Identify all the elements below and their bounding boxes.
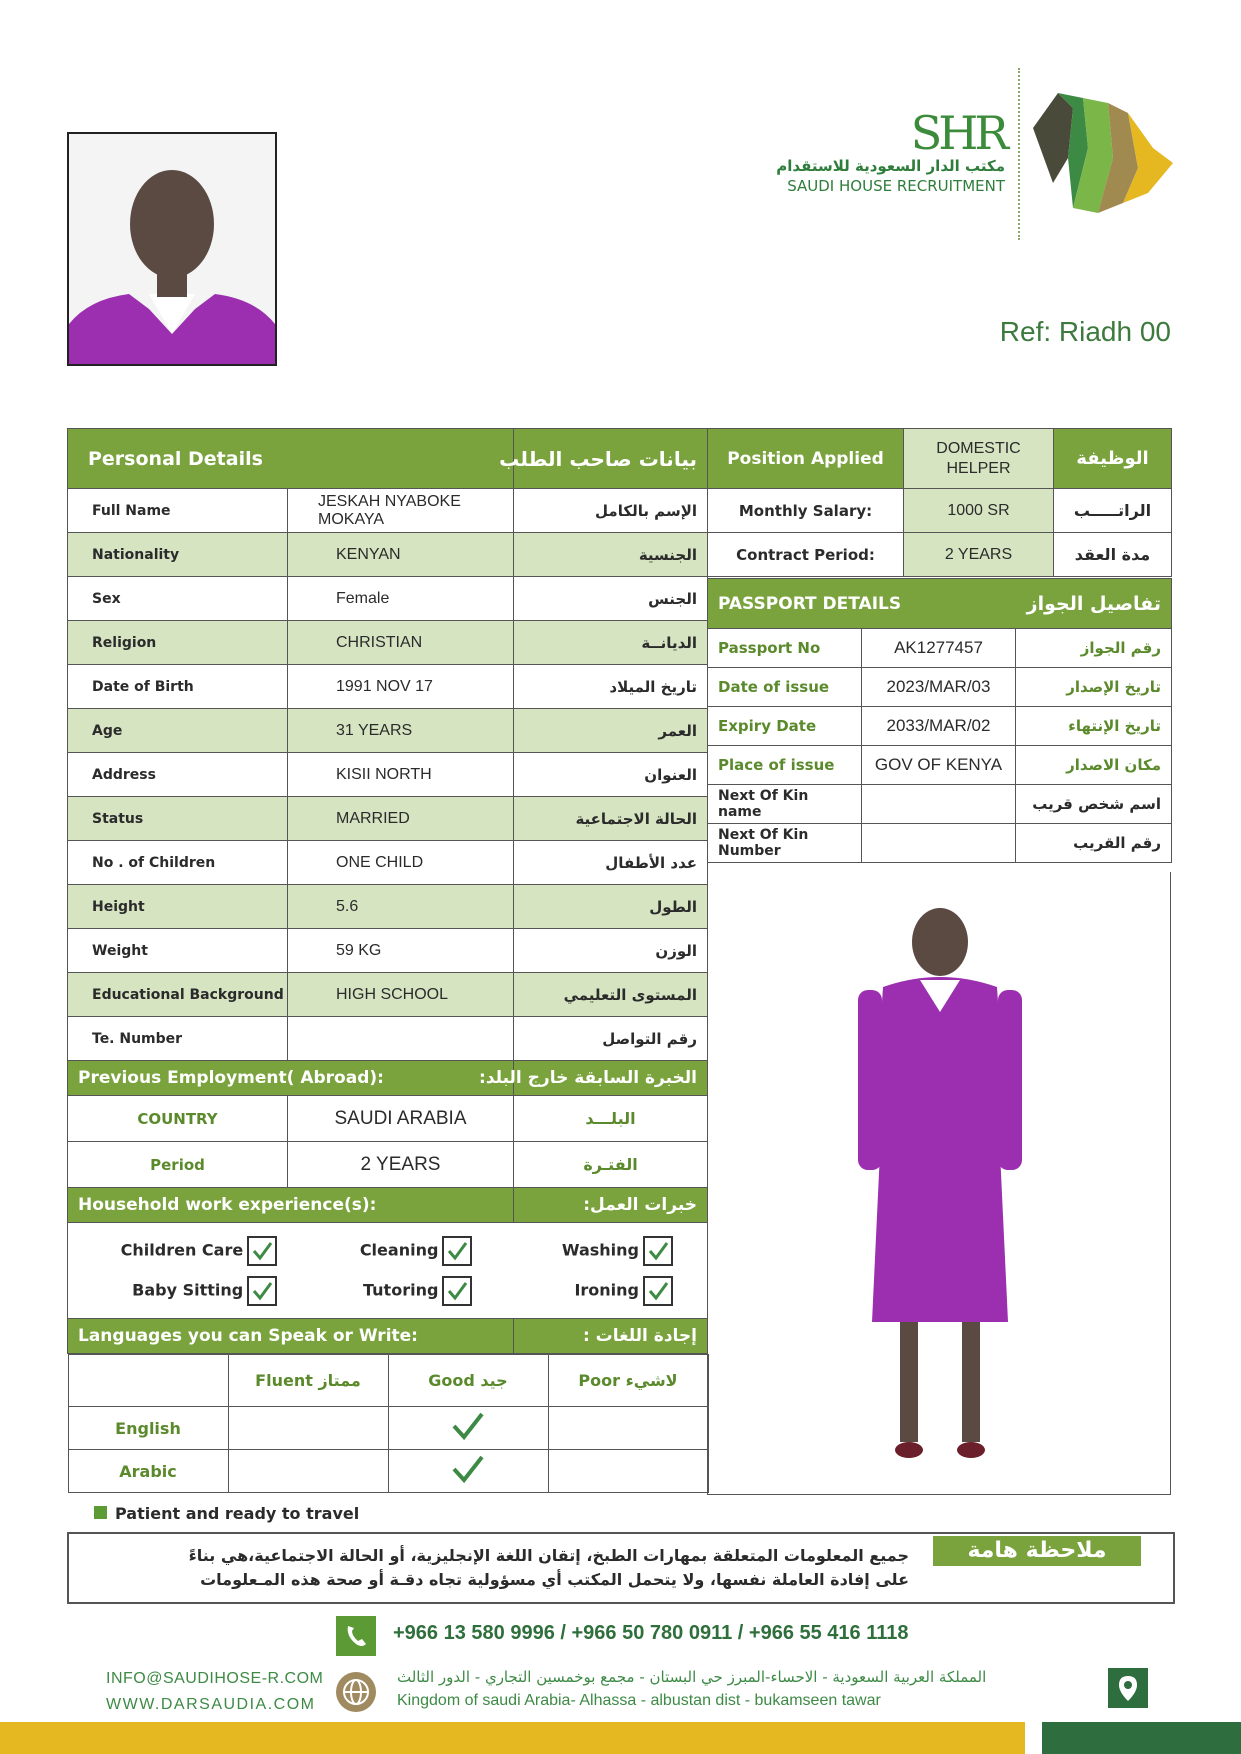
check-icon — [442, 1236, 472, 1266]
personal-label: Full Name — [68, 489, 288, 533]
language-english: English — [68, 1407, 228, 1450]
check-icon — [643, 1236, 673, 1266]
fluent-header: Fluent ممتاز — [228, 1355, 388, 1407]
arabic-good — [388, 1450, 548, 1493]
personal-row — [68, 885, 708, 929]
passport-label: Passport No — [708, 629, 862, 668]
passport-table — [707, 578, 1172, 863]
check-icon — [451, 1411, 485, 1441]
important-note-title: ملاحظة هامة — [933, 1536, 1141, 1566]
personal-label-ar: الجنسية — [514, 533, 708, 577]
company-name-ar: مكتب الدار السعودية للاستقدام — [776, 157, 1005, 175]
kin-name-label: Next Of Kin name — [708, 785, 862, 824]
personal-label-ar: العنوان — [514, 753, 708, 797]
saudi-map-logo-icon — [1028, 88, 1178, 227]
kin-number-label: Next Of Kin Number — [708, 824, 862, 863]
personal-row — [68, 929, 708, 973]
personal-label-ar: الوزن — [514, 929, 708, 973]
salary-label: Monthly Salary: — [708, 489, 904, 533]
passport-value: 2033/MAR/02 — [862, 707, 1016, 746]
skill-children-care: Children Care — [92, 1231, 287, 1271]
personal-label: Status — [68, 797, 288, 841]
personal-row — [68, 533, 708, 577]
salary-label-ar: الراتـــــب — [1054, 489, 1172, 533]
important-note-text: جميع المعلومات المتعلقة بمهارات الطبخ، إتقان اللغة الإنجليزية، أو الحالة الاجتماعية،هي بناءً على إفادة العاملة نفسها، ولا يتحمل المكتب أي مسؤولية تجاه دقـة أو صحة هذه المـعلومات — [188, 1546, 909, 1589]
english-fluent — [228, 1407, 388, 1450]
personal-label-ar: الإسم بالكامل — [514, 489, 708, 533]
personal-label: Weight — [68, 929, 288, 973]
check-icon — [247, 1236, 277, 1266]
personal-value: 59 KG — [288, 929, 514, 973]
household-skills — [92, 1231, 683, 1311]
passport-label-ar: تاريخ الإنتهاء — [1016, 707, 1172, 746]
passport-value: 2023/MAR/03 — [862, 668, 1016, 707]
personal-value: KENYAN — [288, 533, 514, 577]
salary-value: 1000 SR — [904, 489, 1054, 533]
personal-row — [68, 797, 708, 841]
personal-label: No . of Children — [68, 841, 288, 885]
passport-label: Place of issue — [708, 746, 862, 785]
contract-label-ar: مدة العقد — [1054, 533, 1172, 577]
position-table — [707, 428, 1172, 577]
kin-number-value — [862, 824, 1016, 863]
previous-employment-title-ar: الخبرة السابقة خارج البلد: — [514, 1061, 708, 1096]
poor-header: Poor لاشيء — [548, 1355, 708, 1407]
personal-label: Educational Background — [68, 973, 288, 1017]
important-note — [67, 1532, 1175, 1604]
address-ar: المملكة العربية السعودية - الاحساء-المبرز حي البستان - مجمع بوخمسين التجاري - الدور الثالث — [397, 1668, 987, 1686]
personal-label-ar: العمر — [514, 709, 708, 753]
skill-cleaning: Cleaning — [287, 1231, 482, 1271]
personal-details-title: Personal Details — [68, 429, 514, 489]
skill-washing: Washing — [482, 1231, 683, 1271]
skill-tutoring: Tutoring — [287, 1271, 482, 1311]
check-icon — [451, 1454, 485, 1484]
languages-corner — [68, 1355, 228, 1407]
footer-band-green — [1042, 1722, 1241, 1754]
personal-row — [68, 753, 708, 797]
languages-cell — [68, 1354, 708, 1494]
personal-value: ONE CHILD — [288, 841, 514, 885]
personal-label: Religion — [68, 621, 288, 665]
logo-monogram: SHR — [910, 106, 1005, 160]
personal-row — [68, 709, 708, 753]
phone-icon — [336, 1616, 376, 1656]
position-applied-label: Position Applied — [708, 429, 904, 489]
languages-title: Languages you can Speak or Write: — [68, 1319, 514, 1354]
personal-row — [68, 577, 708, 621]
address-block — [397, 1668, 1092, 1710]
logo-divider — [1018, 68, 1023, 240]
check-icon — [247, 1276, 277, 1306]
country-label: COUNTRY — [68, 1096, 288, 1142]
personal-label-ar: تاريخ الميلاد — [514, 665, 708, 709]
passport-label-ar: مكان الاصدار — [1016, 746, 1172, 785]
language-arabic: Arabic — [68, 1450, 228, 1493]
personal-label: Te. Number — [68, 1017, 288, 1061]
passport-row — [708, 668, 1172, 707]
personal-label-ar: الديانــة — [514, 621, 708, 665]
contract-value: 2 YEARS — [904, 533, 1054, 577]
household-title-ar: خبرات العمل: — [514, 1188, 708, 1223]
personal-value — [288, 1017, 514, 1061]
footer-band-yellow — [0, 1722, 1025, 1754]
personal-label-ar: المستوى التعليمي — [514, 973, 708, 1017]
contact-email[interactable]: INFO@SAUDIHOSE-R.COM — [106, 1670, 324, 1687]
english-poor — [548, 1407, 708, 1450]
good-header: Good جيد — [388, 1355, 548, 1407]
country-value: SAUDI ARABIA — [288, 1096, 514, 1142]
full-body-photo — [707, 872, 1171, 1495]
arabic-poor — [548, 1450, 708, 1493]
square-bullet-icon — [94, 1506, 107, 1519]
travel-note: Patient and ready to travel — [94, 1504, 359, 1523]
personal-row — [68, 489, 708, 533]
personal-label-ar: عدد الأطفال — [514, 841, 708, 885]
personal-value: HIGH SCHOOL — [288, 973, 514, 1017]
passport-label-ar: رقم الجواز — [1016, 629, 1172, 668]
kin-number-ar: رقم القريب — [1016, 824, 1172, 863]
company-logo-text — [776, 106, 1005, 196]
period-value: 2 YEARS — [288, 1142, 514, 1188]
personal-row — [68, 1017, 708, 1061]
household-title: Household work experience(s): — [68, 1188, 514, 1223]
personal-details-title-ar: بيانات صاحب الطلب — [514, 429, 708, 489]
skill-baby-sitting: Baby Sitting — [92, 1271, 287, 1311]
period-label: Period — [68, 1142, 288, 1188]
passport-label-ar: تاريخ الإصدار — [1016, 668, 1172, 707]
passport-title: PASSPORT DETAILS — [708, 579, 1016, 629]
personal-value: KISII NORTH — [288, 753, 514, 797]
passport-row — [708, 746, 1172, 785]
kin-name-value — [862, 785, 1016, 824]
personal-label-ar: الجنس — [514, 577, 708, 621]
address-en: Kingdom of saudi Arabia- Alhassa - albustan dist - bukamseen tawar — [397, 1692, 881, 1709]
personal-row — [68, 973, 708, 1017]
personal-details-table — [67, 428, 708, 1493]
check-icon — [442, 1276, 472, 1306]
check-icon — [643, 1276, 673, 1306]
country-label-ar: البلـــد — [514, 1096, 708, 1142]
personal-label: Sex — [68, 577, 288, 621]
personal-row — [68, 665, 708, 709]
passport-row — [708, 629, 1172, 668]
personal-value: 5.6 — [288, 885, 514, 929]
passport-label: Expiry Date — [708, 707, 862, 746]
applicant-photo — [67, 132, 277, 366]
personal-row — [68, 621, 708, 665]
english-good — [388, 1407, 548, 1450]
personal-label: Height — [68, 885, 288, 929]
personal-value: Female — [288, 577, 514, 621]
company-name-en: SAUDI HOUSE RECRUITMENT — [787, 177, 1005, 195]
personal-value: 31 YEARS — [288, 709, 514, 753]
personal-label: Address — [68, 753, 288, 797]
personal-row — [68, 841, 708, 885]
personal-label: Age — [68, 709, 288, 753]
contract-label: Contract Period: — [708, 533, 904, 577]
personal-value: CHRISTIAN — [288, 621, 514, 665]
skill-ironing: Ironing — [482, 1271, 683, 1311]
kin-name-ar: اسم شخص قريب — [1016, 785, 1172, 824]
globe-icon — [336, 1672, 376, 1712]
position-applied-ar: الوظيفة — [1054, 429, 1172, 489]
personal-label-ar: رقم التواصل — [514, 1017, 708, 1061]
personal-value: JESKAH NYABOKE MOKAYA — [288, 489, 514, 533]
period-label-ar: الفتـرة — [514, 1142, 708, 1188]
personal-label-ar: الحالة الاجتماعية — [514, 797, 708, 841]
household-skills-cell — [68, 1223, 708, 1319]
personal-label: Nationality — [68, 533, 288, 577]
contact-website[interactable]: WWW.DARSAUDIA.COM — [106, 1696, 316, 1713]
languages-title-ar: إجادة اللغات : — [514, 1319, 708, 1354]
position-applied-value: DOMESTIC HELPER — [904, 429, 1054, 489]
passport-row — [708, 707, 1172, 746]
languages-table — [68, 1354, 709, 1493]
location-pin-icon — [1108, 1668, 1148, 1708]
passport-title-ar: تفاصيل الجواز — [1016, 579, 1172, 629]
reference-number: Ref: Riadh 00 — [999, 316, 1171, 347]
personal-label: Date of Birth — [68, 665, 288, 709]
previous-employment-title: Previous Employment( Abroad): — [68, 1061, 514, 1096]
arabic-fluent — [228, 1450, 388, 1493]
personal-value: MARRIED — [288, 797, 514, 841]
personal-value: 1991 NOV 17 — [288, 665, 514, 709]
passport-label: Date of issue — [708, 668, 862, 707]
passport-value: AK1277457 — [862, 629, 1016, 668]
contact-phones: +966 13 580 9996 / +966 50 780 0911 / +966 55 416 1118 — [393, 1622, 909, 1644]
passport-value: GOV OF KENYA — [862, 746, 1016, 785]
personal-label-ar: الطول — [514, 885, 708, 929]
